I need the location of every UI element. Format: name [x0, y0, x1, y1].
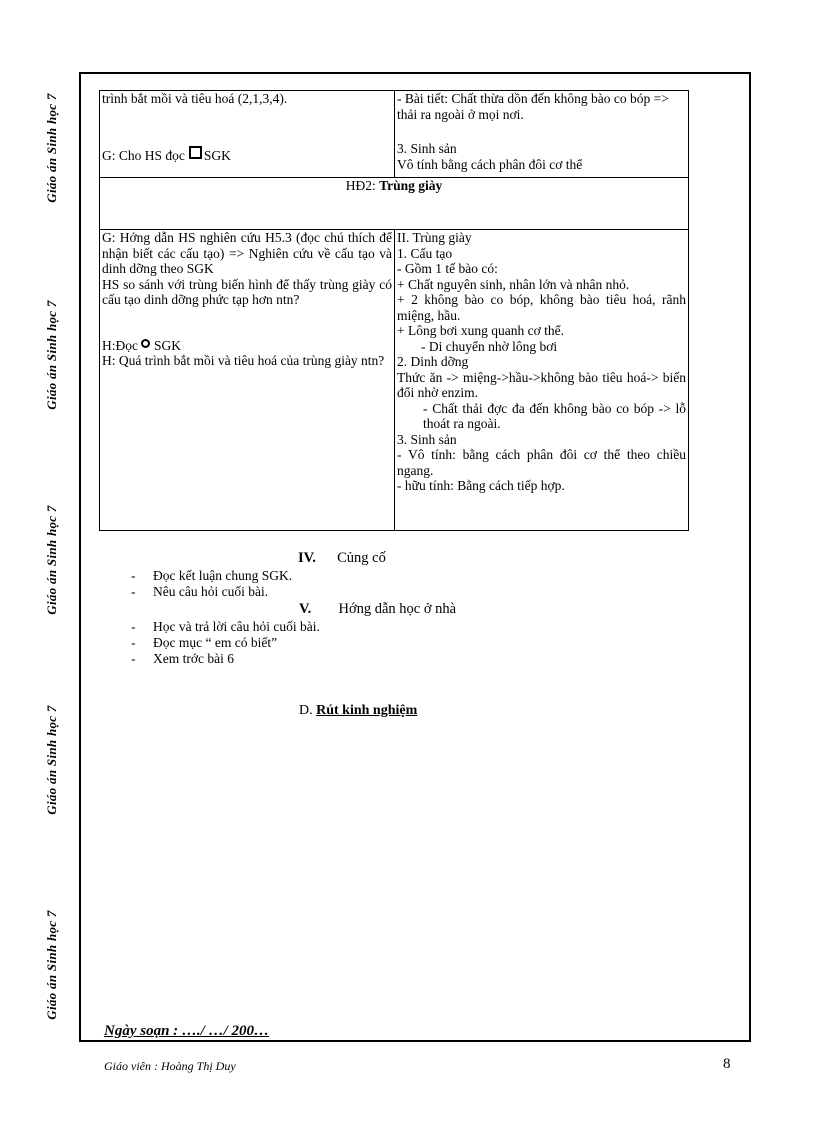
text-line	[102, 146, 392, 164]
section-title: Củng cố	[337, 550, 386, 566]
list-item: II. Trùng giày	[397, 230, 472, 245]
text-line: 3. Sinh sản	[397, 141, 457, 156]
list-item: 3. Sinh sản	[397, 431, 457, 447]
table-cell-left	[100, 230, 395, 531]
section-heading	[298, 550, 386, 567]
list-item: + 2 không bào co bóp, không bào tiêu hoá, rãnh miệng, hầu.	[397, 292, 686, 323]
table-row	[100, 230, 689, 531]
section-title: Rút kinh nghiệm	[316, 703, 418, 718]
list-item: - Học và trả lời câu hỏi cuối bài.	[131, 619, 320, 634]
list-item-text: Nêu câu hỏi cuối bài.	[153, 584, 269, 599]
side-label: Giáo án Sinh học 7	[44, 910, 59, 1020]
page-number: 8	[723, 1056, 731, 1072]
table-row	[100, 178, 689, 230]
instruction-text: G: Cho HS đọc	[102, 147, 185, 163]
list-item: Thức ăn -> miệng->hầu->không bào tiêu hoá-> biến đổi nhờ enzim.	[397, 369, 686, 400]
text-line	[102, 338, 392, 354]
text-para: G: Hớng dẫn HS nghiên cứu H5.3 (đọc chú thích để nhận biết các cấu tạo) => Nghiên cứu về cấu tạo và dinh dỡng theo SGK	[102, 230, 392, 276]
instruction-text: H:Đọc	[102, 337, 138, 353]
teacher-footer: Giáo viên : Hoàng Thị Duy	[104, 1059, 236, 1073]
text-para: HS so sánh với trùng biến hình để thấy trùng giày có cấu tạo dinh dỡng phức tạp hơn ntn?	[102, 276, 392, 307]
side-label: Giáo án Sinh học 7	[44, 93, 59, 203]
list-item: + Chất nguyên sinh, nhân lớn và nhân nhỏ.	[397, 276, 630, 292]
list-item-text: Đọc mục “ em có biết”	[153, 635, 278, 650]
side-label: Giáo án Sinh học 7	[44, 705, 59, 815]
text-line: Vô tính bằng cách phân đôi cơ thể	[397, 156, 583, 172]
side-label: Giáo án Sinh học 7	[44, 505, 59, 615]
activity-heading	[100, 178, 689, 230]
list-item: 2. Dinh dỡng	[397, 354, 469, 369]
activity-prefix: HĐ2:	[345, 178, 376, 193]
list-item: - Gồm 1 tế bào có:	[397, 261, 498, 276]
square-icon	[189, 146, 202, 159]
table-cell-right	[395, 91, 689, 178]
table-cell-right	[395, 230, 689, 531]
side-label: Giáo án Sinh học 7	[44, 300, 59, 410]
text-para: H: Quá trình bắt mồi và tiêu hoá của trùng giày ntn?	[102, 353, 385, 368]
table-row	[100, 91, 689, 178]
list-item-text: Đọc kết luận chung SGK.	[153, 568, 293, 583]
circle-icon	[141, 339, 150, 348]
list-item: - Xem trớc bài 6	[131, 651, 234, 666]
instruction-text: SGK	[154, 337, 182, 353]
instruction-text: SGK	[203, 147, 231, 163]
list-item: - Đọc kết luận chung SGK.	[131, 568, 293, 583]
lesson-table	[99, 90, 689, 531]
list-item: - hữu tính: Bằng cách tiếp hợp.	[397, 478, 565, 493]
text-line: trình bắt mồi và tiêu hoá (2,1,3,4).	[102, 91, 288, 106]
list-item-text: Học và trả lời câu hỏi cuối bài.	[153, 619, 320, 634]
list-item: - Di chuyển nhờ lông bơi	[421, 338, 558, 354]
list-item-text: Xem trớc bài 6	[153, 651, 234, 666]
section-title: Hớng dẫn học ở nhà	[338, 601, 457, 617]
section-number: D.	[299, 703, 313, 718]
section-number: V.	[299, 601, 312, 617]
text-line: - Bài tiết: Chất thừa dồn đến không bào co bóp => thải ra ngoài ở mọi nơi.	[397, 91, 669, 122]
list-item: 1. Cấu tạo	[397, 245, 453, 261]
section-number: IV.	[298, 550, 316, 566]
list-item: - Vô tính: bằng cách phân đôi cơ thể theo chiều ngang.	[397, 447, 686, 478]
section-heading	[299, 601, 456, 618]
prep-date: Ngày soạn : …./ …/ 200…	[104, 1023, 269, 1039]
list-item: - Đọc mục “ em có biết”	[131, 635, 278, 650]
section-heading	[299, 703, 417, 719]
list-item: + Lông bơi xung quanh cơ thể.	[397, 323, 564, 338]
table-cell-left	[100, 91, 395, 178]
list-item: - Nêu câu hỏi cuối bài.	[131, 584, 269, 599]
list-item: - Chất thải đợc đa đến không bào co bóp -> lỗ thoát ra ngoài.	[423, 400, 686, 431]
activity-title: Trùng giày	[379, 178, 443, 193]
